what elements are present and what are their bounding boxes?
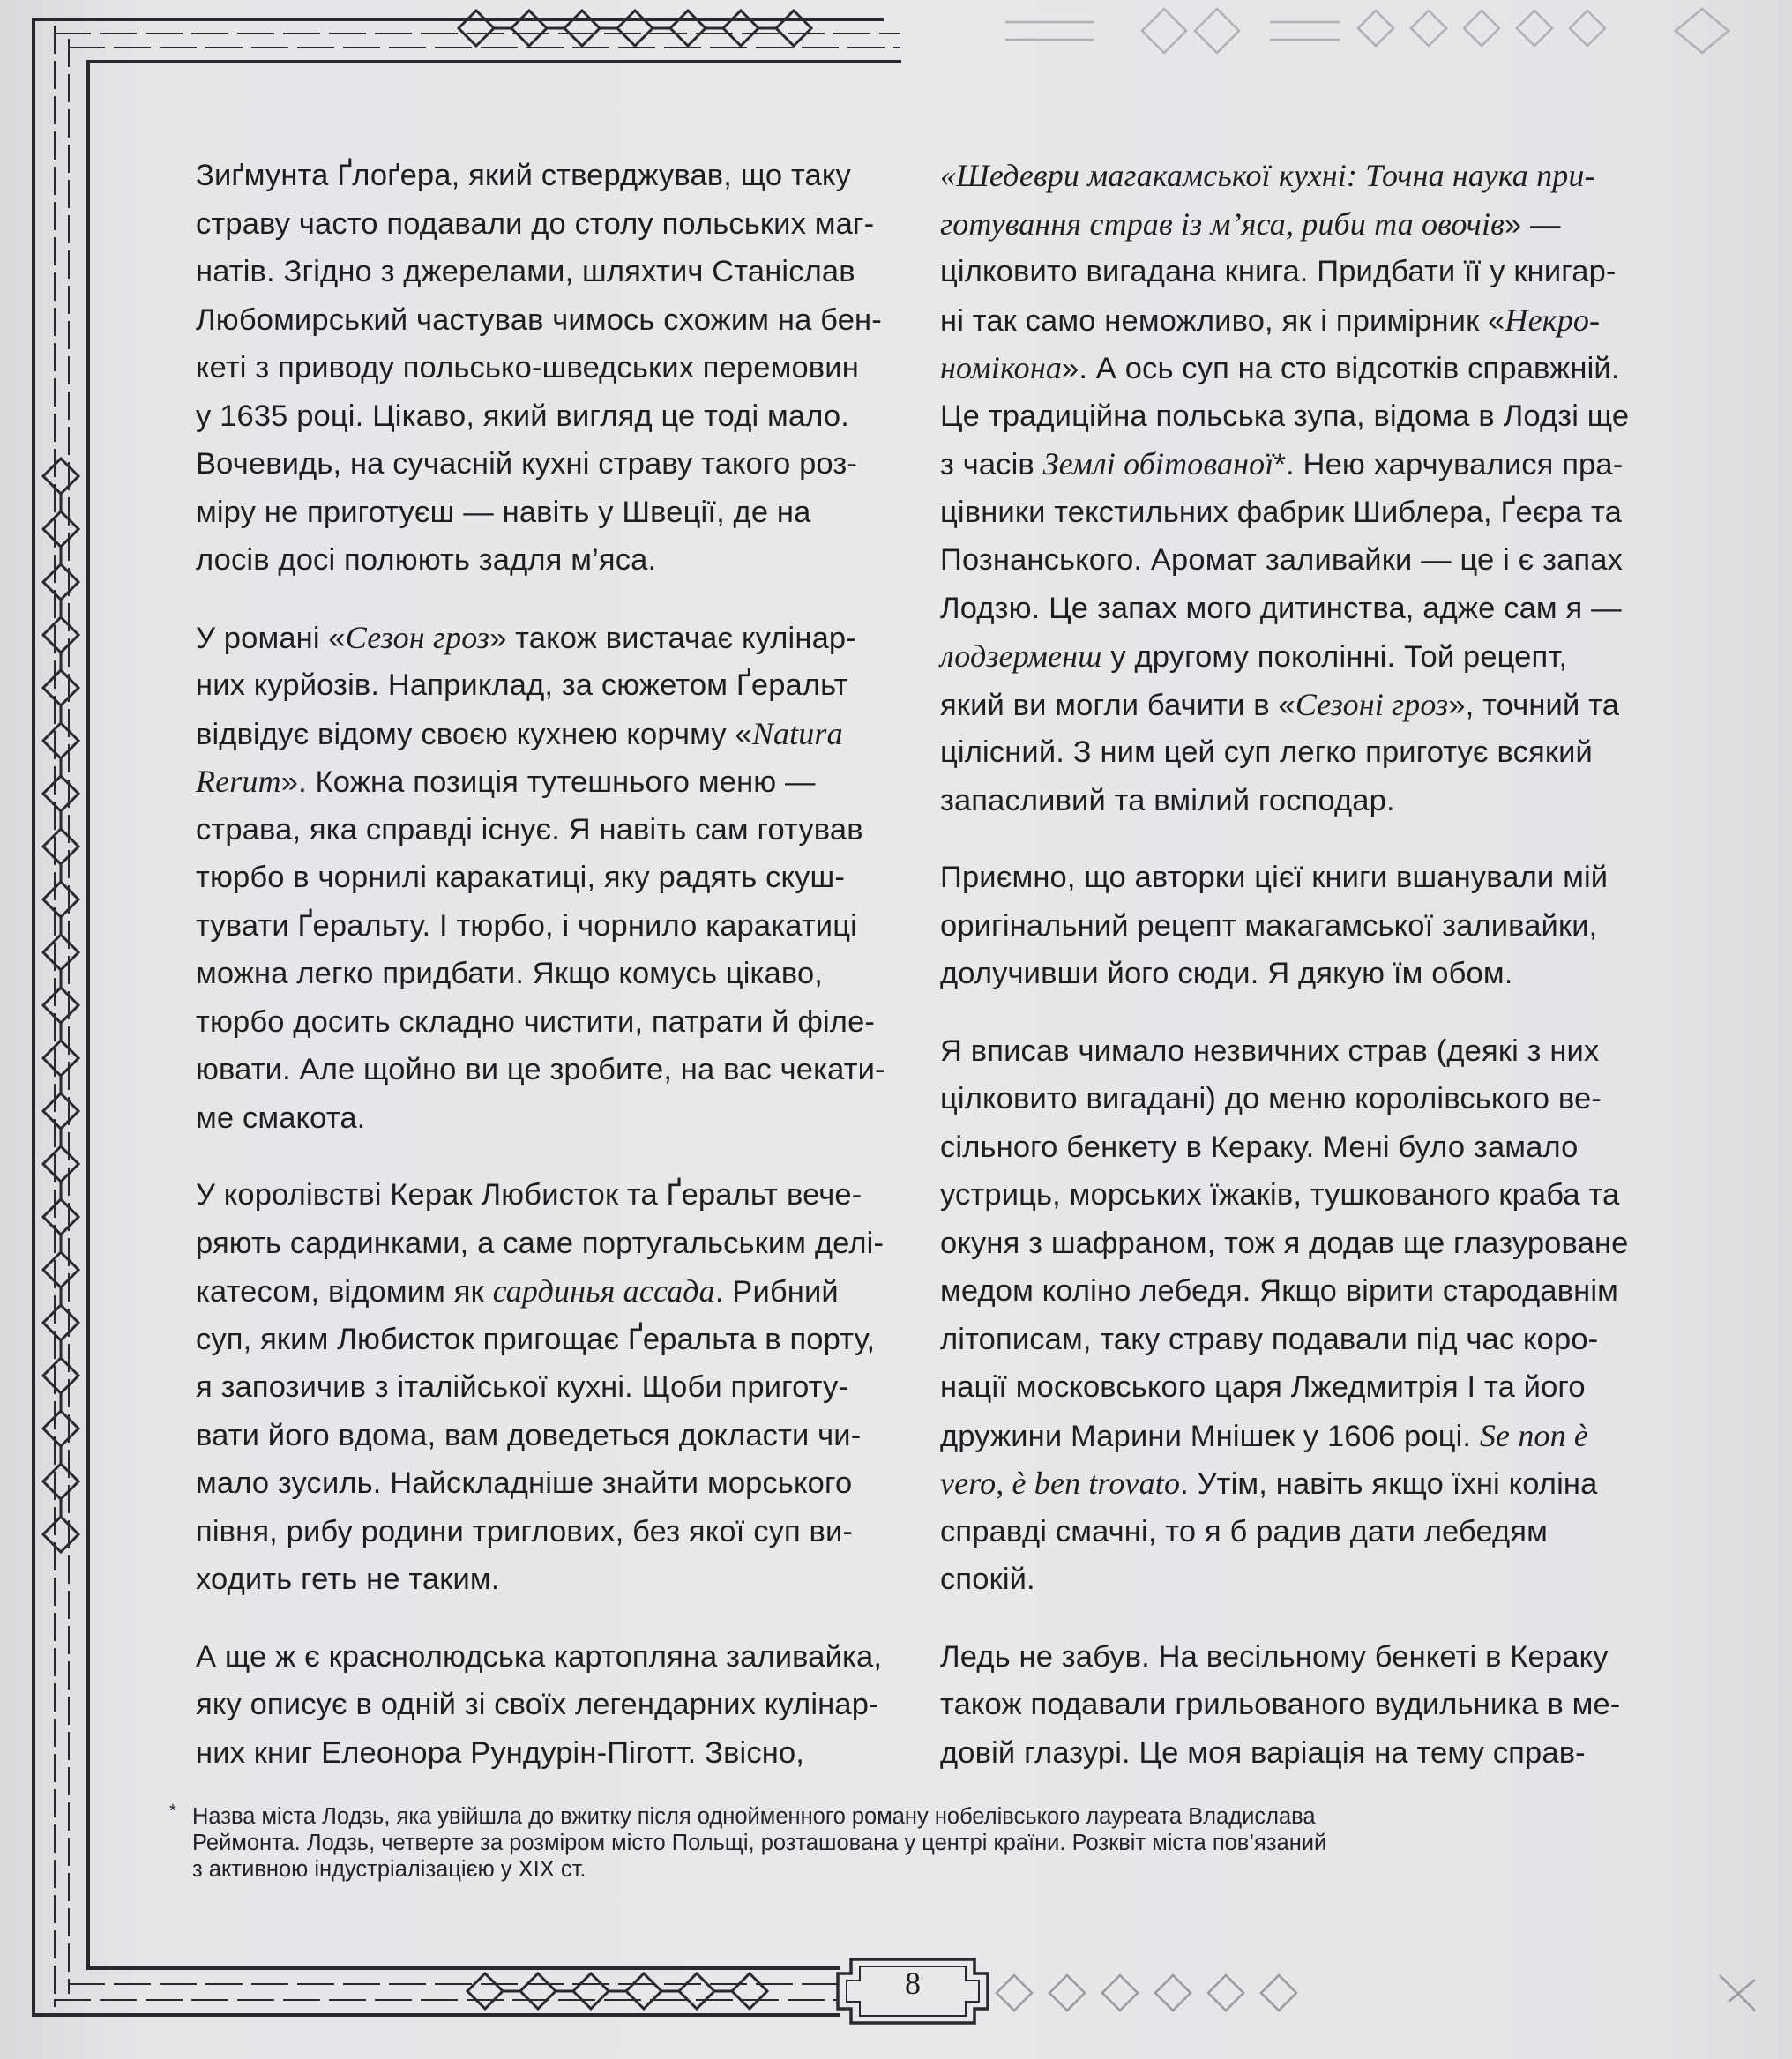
text-line [196, 1171, 892, 1220]
text-segment: Я вписав чимало незвичних страв (деякі з них [940, 1033, 1600, 1068]
text-segment: страву часто подавали до столу польських маг- [196, 206, 875, 241]
text-segment: окуня з шафраном, тож я додав ще глазуроване [940, 1226, 1629, 1260]
text-segment: Любомирський частував чимось схожим на бен- [196, 302, 882, 337]
paragraph [940, 1633, 1646, 1778]
text-line [196, 440, 892, 489]
paragraph [196, 1633, 892, 1778]
footnote [169, 1802, 1587, 1883]
text-segment: Це традиційна польська зупа, відома в Лодзі ще [940, 399, 1630, 433]
footnote-line: з активною індустріалізацією у XIX ст. [192, 1857, 586, 1882]
text-segment: ». А ось суп на сто відсотків справжній. [1062, 352, 1620, 385]
text-segment: цілковито вигадані) до меню королівського ве- [940, 1082, 1602, 1115]
text-segment: вати його вдома, вам доведеться докласти чи- [196, 1418, 862, 1452]
italic-segment: Землі обітованої [1042, 446, 1274, 481]
text-segment: у другому поколінні. Той рецепт, [1101, 640, 1568, 674]
text-line [940, 681, 1646, 729]
text-line [940, 1267, 1646, 1316]
text-line [940, 1681, 1646, 1729]
text-line [940, 1459, 1646, 1508]
text-segment: У романі « [196, 621, 346, 655]
italic-segment: Сезон гроз [345, 619, 490, 655]
text-line [196, 806, 892, 854]
text-line [940, 1027, 1646, 1076]
text-line [940, 777, 1646, 825]
text-line [940, 1220, 1646, 1268]
text-segment: оригінальний рецепт макагамської заливайки, [940, 908, 1598, 943]
text-segment: Вочевидь, на сучасній кухні страву такого роз- [196, 447, 857, 481]
text-line [940, 728, 1646, 777]
text-segment: Приємно, що авторки цієї книги вшанували мій [940, 861, 1609, 894]
italic-segment: сардинья ассада [492, 1273, 715, 1309]
text-segment: » також вистачає кулінар- [489, 621, 856, 655]
text-line [940, 1412, 1646, 1460]
text-line [196, 757, 892, 806]
text-segment: Познанського. Аромат заливайки — це і є запах [940, 543, 1624, 577]
top-ornament-band [459, 11, 811, 46]
text-line [196, 1729, 892, 1778]
text-line [940, 489, 1646, 537]
text-segment: цівники текстильних фабрик Шиблера, Ґеєра та [940, 495, 1622, 529]
text-line [196, 1363, 892, 1412]
text-segment: У королівстві Керак Любисток та Ґеральт вече- [196, 1178, 862, 1212]
text-line [940, 1555, 1646, 1604]
text-line [940, 1508, 1646, 1556]
paragraph [940, 1027, 1646, 1604]
text-line [196, 344, 892, 392]
text-segment: цілковито вигадана книга. Придбати її у книгар- [940, 255, 1617, 288]
text-segment: літописам, таку страву подавали під час коро- [940, 1322, 1599, 1356]
bottom-ornament-faded [997, 1975, 1755, 2011]
text-line [196, 614, 892, 662]
text-line [196, 536, 892, 585]
text-line [940, 344, 1646, 392]
text-line [196, 1633, 892, 1682]
text-segment: довій глазурі. Це моя варіація на тему справ- [940, 1735, 1586, 1770]
text-segment: півня, рибу родини триглових, без якої суп ви- [196, 1514, 854, 1548]
text-segment: відвідує відому своєю кухнею корчму « [196, 717, 752, 751]
text-segment: дружини Марини Мнішек у 1606 році. [940, 1419, 1480, 1453]
text-line [940, 296, 1646, 345]
text-segment: тувати Ґеральту. І тюрбо, і чорнило каракатиці [196, 908, 857, 943]
text-segment: який ви могли бачити в « [940, 688, 1295, 722]
text-line [196, 1681, 892, 1729]
text-segment: них книг Елеонора Рундурін-Піготт. Звісно, [196, 1735, 805, 1770]
footnote-line: Назва міста Лодзь, яка увійшла до вжитку після однойменного роману нобелівського лауреата Владислава [192, 1804, 1316, 1829]
text-line [940, 1729, 1646, 1778]
text-line [196, 1220, 892, 1268]
text-line [940, 392, 1646, 441]
text-segment: *. Нею харчувалися пра- [1273, 448, 1624, 481]
text-line [196, 998, 892, 1047]
text-segment: натів. Згідно з джерелами, шляхтич Станіслав [196, 255, 855, 288]
text-segment: мало зусиль. Найскладніше знайти морського [196, 1466, 853, 1500]
text-segment: спокій. [940, 1563, 1035, 1596]
text-line [196, 1316, 892, 1364]
text-segment: лосів досі полюють задля м’яса. [196, 543, 657, 577]
paragraph [940, 854, 1646, 998]
paragraph [940, 152, 1646, 824]
italic-segment: готування страв із м’яса, риби та овочів [940, 205, 1505, 242]
text-segment: можна легко придбати. Якщо комусь цікаво, [196, 957, 824, 990]
text-segment: міру не приготуєш — навіть у Швеції, де на [196, 495, 811, 529]
text-line [940, 1633, 1646, 1682]
text-segment: ме смакота. [196, 1100, 366, 1135]
text-line [196, 1046, 892, 1094]
text-line [940, 902, 1646, 951]
text-line [940, 248, 1646, 296]
text-segment: » — [1504, 207, 1561, 242]
text-line [940, 536, 1646, 585]
text-line [940, 1123, 1646, 1172]
text-segment: . Рибний [714, 1275, 839, 1309]
page-number: 8 [905, 1966, 921, 2001]
text-line [940, 854, 1646, 902]
paragraph [196, 1171, 892, 1604]
italic-segment: Se non è [1479, 1417, 1589, 1453]
bottom-ornament-band [467, 1973, 767, 2009]
text-line [196, 1555, 892, 1604]
text-segment: яку описує в одній зі своїх легендарних кулінар- [196, 1688, 879, 1721]
text-segment: долучивши його сюди. Я дякую їм обом. [940, 957, 1513, 990]
text-segment: медом коліно лебедя. Якщо вірити стародавнім [940, 1274, 1619, 1308]
text-line [196, 1412, 892, 1460]
text-line [196, 1267, 892, 1316]
paragraph [196, 614, 892, 1143]
text-line [940, 1171, 1646, 1220]
text-segment: ряють сардинками, а саме португальським делі- [196, 1226, 885, 1260]
footnote-line: Реймонта. Лодзь, четверте за розміром місто Польщі, розташована у центрі країни. Розквіт міста пов’язаний [192, 1831, 1327, 1855]
italic-segment: Natura [751, 715, 843, 751]
text-segment: тюрбо досить складно чистити, патрати й філе- [196, 1004, 876, 1039]
italic-segment: номікона [940, 350, 1062, 385]
text-line [196, 661, 892, 710]
text-line [196, 950, 892, 998]
text-segment: запасливий та вмілий господар. [940, 783, 1395, 817]
text-line [940, 1363, 1646, 1412]
text-line [196, 902, 892, 951]
italic-segment: Некро- [1505, 302, 1601, 338]
text-line [196, 392, 892, 441]
text-segment: цілісний. З ним цей суп легко приготує всякий [940, 735, 1593, 769]
text-line [196, 1459, 892, 1508]
text-segment: ходить геть не таким. [196, 1563, 500, 1596]
text-line [940, 585, 1646, 633]
italic-segment: Сезоні гроз [1295, 686, 1449, 722]
text-segment: страва, яка справді існує. Я навіть сам готував [196, 812, 863, 847]
text-line [196, 200, 892, 249]
text-line [940, 1075, 1646, 1123]
text-segment: також подавали грильованого вудильника в ме- [940, 1688, 1621, 1721]
right-column [940, 152, 1646, 1806]
text-segment: ». Кожна позиція тутешнього меню — [280, 765, 816, 799]
text-line [196, 296, 892, 345]
text-segment: катесом, відомим як [196, 1275, 493, 1309]
text-segment: . Утім, навіть якщо їхні коліна [1180, 1467, 1598, 1501]
text-segment: ювати. Але щойно ви це зробите, на вас чекати- [196, 1053, 885, 1086]
text-segment: сільного бенкету в Кераку. Мені було замало [940, 1130, 1579, 1164]
italic-segment: Rerum [196, 764, 281, 799]
text-segment: тюрбо в чорнилі каракатиці, яку радять скуш- [196, 861, 846, 894]
text-line [940, 152, 1646, 200]
text-line [940, 1316, 1646, 1364]
left-column [196, 152, 892, 1806]
paragraph [196, 152, 892, 585]
left-ornament-band [43, 459, 78, 1552]
text-segment: я запозичив з італійської кухні. Щоби приготу- [196, 1370, 849, 1404]
text-segment: А ще ж є краснолюдська картопляна заливайка, [196, 1639, 883, 1674]
text-segment: справді смачні, то я б радив дати лебедям [940, 1514, 1549, 1548]
text-segment: у 1635 році. Цікаво, який вигляд це тоді мало. [196, 399, 849, 433]
text-line [196, 489, 892, 537]
text-line [196, 710, 892, 758]
text-segment: них курйозів. Наприклад, за сюжетом Ґеральт [196, 668, 848, 702]
text-segment: Зиґмунта Ґлоґера, який стверджував, що таку [196, 159, 851, 192]
top-ornament-faded [1005, 9, 1729, 53]
text-segment: устриць, морських їжаків, тушкованого краба та [940, 1178, 1620, 1212]
italic-segment: лодзерменш [940, 638, 1102, 674]
text-line [940, 950, 1646, 998]
text-line [940, 632, 1646, 681]
text-segment: ні так само неможливо, як і примірник « [940, 303, 1505, 338]
footnote-mark: * [169, 1802, 176, 1821]
text-segment: Ледь не забув. На весільному бенкеті в Кераку [940, 1639, 1609, 1674]
italic-segment: vero, è ben trovato [940, 1466, 1181, 1501]
text-line [196, 1508, 892, 1556]
text-segment: нації московського царя Лжедмитрія І та його [940, 1370, 1586, 1404]
text-segment: », точний та [1448, 688, 1620, 722]
text-line [196, 248, 892, 296]
text-line [196, 854, 892, 902]
text-segment: Лодзю. Це запах мого дитинства, адже сам я — [940, 591, 1622, 625]
text-line [196, 1094, 892, 1143]
text-segment: з часів [940, 448, 1043, 481]
italic-segment: «Шедеври магакамської кухні: Точна наука при- [940, 158, 1595, 193]
text-segment: суп, яким Любисток пригощає Ґеральта в порту, [196, 1322, 876, 1356]
text-line [940, 200, 1646, 249]
text-line [940, 440, 1646, 489]
text-line [196, 152, 892, 200]
text-segment: кеті з приводу польсько-шведських перемовин [196, 351, 859, 384]
